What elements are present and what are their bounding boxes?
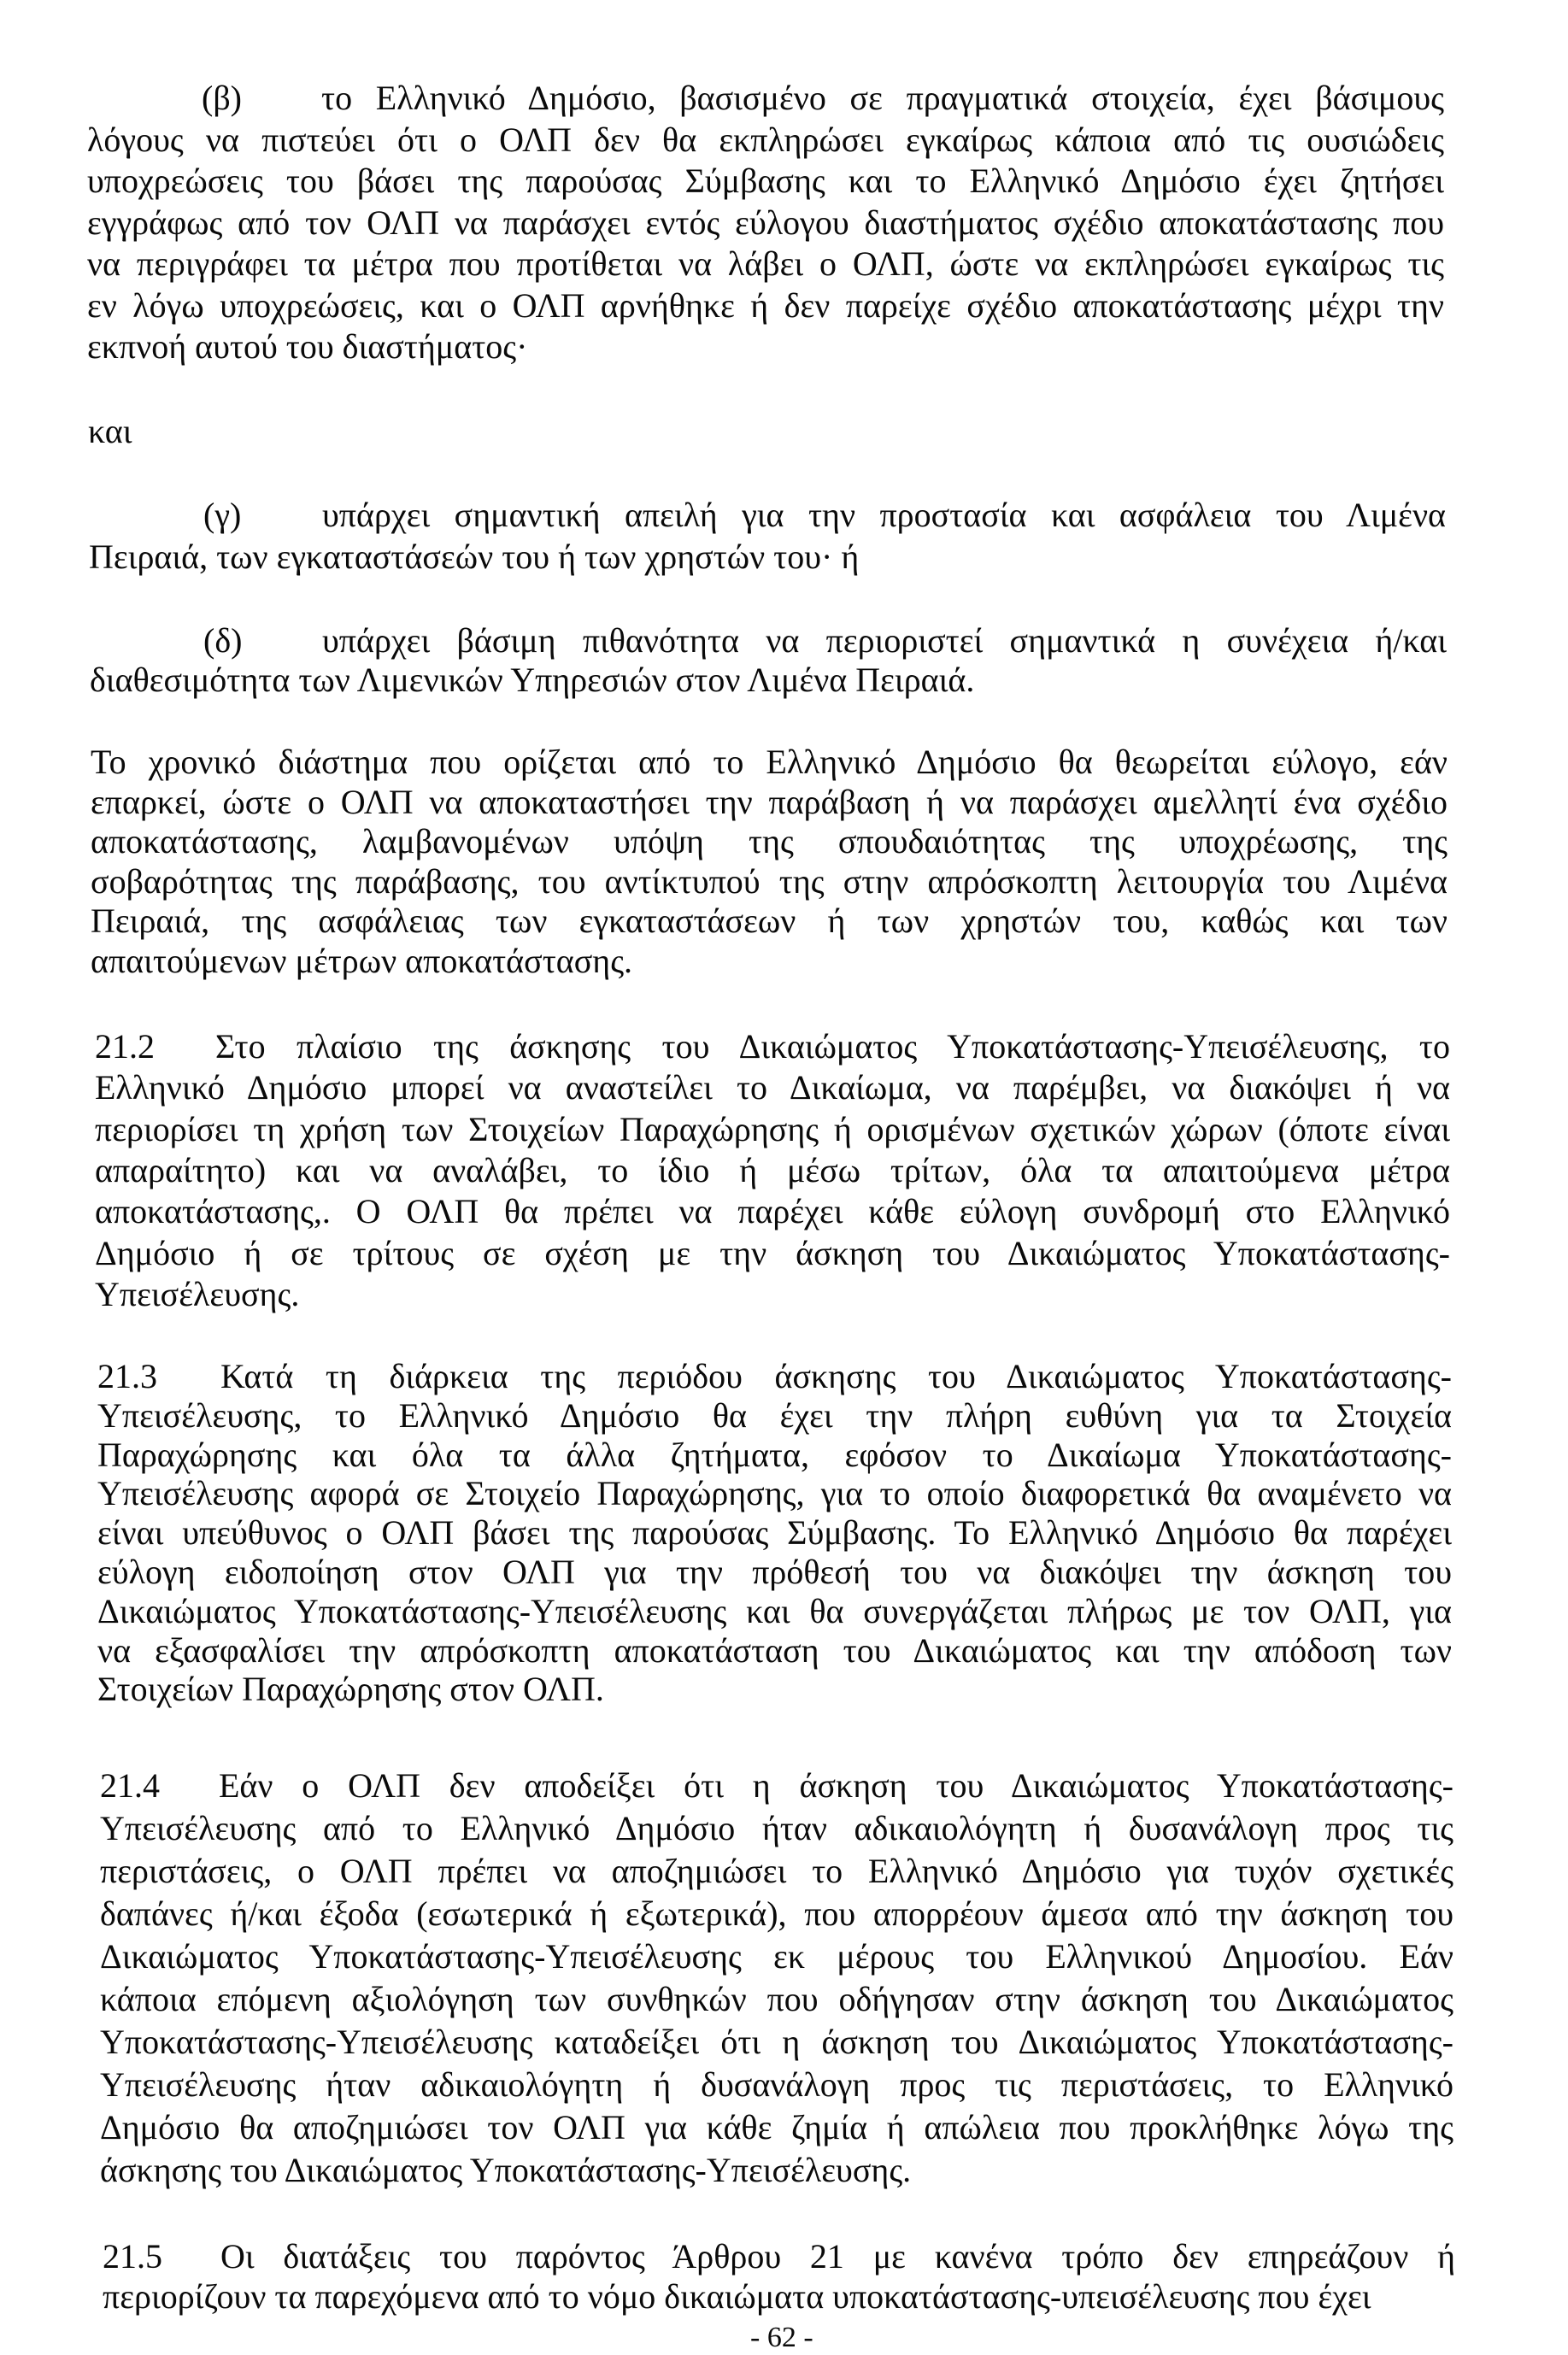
item-beta-line: να περιγράφει τα μέτρα που προτίθεται να λάβει ο ΟΛΠ, ώστε να εκπληρώσει εγκαίρως τις [87,244,1444,283]
clause-21-5-line: Οι διατάξεις του παρόντος Άρθρου 21 με κανένα τρόπο δεν επηρεάζουν ή [220,2237,1455,2276]
clause-21-2-line: Δημόσιο ή σε τρίτους σε σχέση με την άσκηση του Δικαιώματος Υποκατάστασης- [95,1233,1450,1272]
clause-21-4-line: δαπάνες ή/και έξοδα (εσωτερικά ή εξωτερικά), που απορρέουν άμεσα από την άσκηση του [100,1894,1453,1933]
clause-21-5-label: 21.5 [103,2237,162,2276]
clause-21-5-line: περιορίζουν τα παρεχόμενα από το νόμο δικαιώματα υποκατάστασης-υπεισέλευσης που έχει [103,2277,1371,2316]
item-gamma-line: Πειραιά, των εγκαταστάσεών του ή των χρηστών του· ή [89,537,860,576]
clause-21-2-line: απαραίτητο) και να αναλάβει, το ίδιο ή μέσω τρίτων, όλα τα απαιτούμενα μέτρα [95,1150,1450,1189]
clause-21-2-line: Υπεισέλευσης. [95,1274,300,1313]
clause-21-3-line: Υπεισέλευσης, το Ελληνικό Δημόσιο θα έχει την πλήρη ευθύνη για τα Στοιχεία [97,1395,1452,1435]
clause-21-2-line: Ελληνικό Δημόσιο μπορεί να αναστείλει το Δικαίωμα, να παρέμβει, να διακόψει ή να [95,1068,1450,1107]
clause-21-3-label: 21.3 [97,1357,157,1395]
clause-21-2-label: 21.2 [95,1027,155,1066]
clause-21-3-line: Στοιχείων Παραχώρησης στον ΟΛΠ. [97,1670,604,1709]
paragraph-period-line: επαρκεί, ώστε ο ΟΛΠ να αποκαταστήσει την παράβαση ή να παράσχει αμελλητί ένα σχέδιο [91,782,1448,821]
clause-21-4-line: Δικαιώματος Υποκατάστασης-Υπεισέλευσης εκ μέρους του Ελληνικού Δημοσίου. Εάν [100,1937,1453,1976]
item-beta-line: εγγράφως από τον ΟΛΠ να παράσχει εντός εύλογου διαστήματος σχέδιο αποκατάστασης που [87,203,1444,242]
item-gamma-line: υπάρχει σημαντική απειλή για την προστασία και ασφάλεια του Λιμένα [322,496,1446,534]
clause-21-4-line: άσκησης του Δικαιώματος Υποκατάστασης-Υπεισέλευσης. [100,2151,912,2189]
clause-21-4-line: Υπεισέλευσης ήταν αδικαιολόγητη ή δυσανάλογη προς τις περιστάσεις, το Ελληνικό [100,2065,1453,2104]
paragraph-period-line: αποκατάστασης, λαμβανομένων υπόψη της σπουδαιότητας της υποχρέωσης, της [91,822,1448,860]
page-number: - 62 - [750,2322,813,2353]
paragraph-period-line: Πειραιά, της ασφάλειας των εγκαταστάσεων ή των χρηστών του, καθώς και των [91,901,1448,940]
clause-21-4-line: Δημόσιο θα αποζημιώσει τον ΟΛΠ για κάθε ζημία ή απώλεια που προκλήθηκε λόγω της [100,2108,1453,2147]
item-delta-line: διαθεσιμότητα των Λιμενικών Υπηρεσιών στον Λιμένα Πειραιά. [90,661,975,699]
clause-21-4-line: Υποκατάστασης-Υπεισέλευσης καταδείξει ότι η άσκηση του Δικαιώματος Υποκατάστασης- [100,2023,1453,2061]
clause-21-3-line: να εξασφαλίσει την απρόσκοπτη αποκατάσταση του Δικαιώματος και την απόδοση των [97,1630,1452,1670]
clause-21-3-line: είναι υπεύθυνος ο ΟΛΠ βάσει της παρούσας Σύμβασης. Το Ελληνικό Δημόσιο θα παρέχει [97,1513,1452,1553]
paragraph-period-line: απαιτούμενων μέτρων αποκατάστασης. [91,941,633,980]
item-delta-line: υπάρχει βάσιμη πιθανότητα να περιοριστεί σημαντικά η συνέχεια ή/και [322,621,1447,660]
paragraph-period-line: Το χρονικό διάστημα που ορίζεται από το Ελληνικό Δημόσιο θα θεωρείται εύλογο, εάν [91,743,1448,781]
clause-21-2-line: περιορίσει τη χρήση των Στοιχείων Παραχώρησης ή ορισμένων σχετικών χώρων (όποτε είναι [95,1109,1450,1148]
item-beta-label: (β) [202,79,242,117]
clause-21-4-line: περιστάσεις, ο ΟΛΠ πρέπει να αποζημιώσει το Ελληνικό Δημόσιο για τυχόν σχετικές [100,1852,1453,1890]
clause-21-3-line: Υπεισέλευσης αφορά σε Στοιχείο Παραχώρησης, για το οποίο διαφορετικά θα αναμένετο να [97,1474,1452,1513]
paragraph-period-line: σοβαρότητας της παράβασης, του αντίκτυπού της στην απρόσκοπτη λειτουργία του Λιμένα [91,861,1448,901]
item-delta-label: (δ) [203,621,243,660]
item-beta-line: λόγους να πιστεύει ότι ο ΟΛΠ δεν θα εκπληρώσει εγκαίρως κάποια από τις ουσιώδεις [87,120,1444,159]
item-gamma-label: (γ) [203,496,242,534]
clause-21-4-line: Εάν ο ΟΛΠ δεν αποδείξει ότι η άσκηση του Δικαιώματος Υποκατάστασης- [219,1766,1453,1805]
clause-21-4-line: Υπεισέλευσης από το Ελληνικό Δημόσιο ήταν αδικαιολόγητη ή δυσανάλογη προς τις [100,1809,1453,1847]
clause-21-4-label: 21.4 [100,1766,160,1805]
clause-21-3-line: Παραχώρησης και όλα τα άλλα ζητήματα, εφόσον το Δικαίωμα Υποκατάστασης- [97,1435,1452,1474]
clause-21-2-line: αποκατάστασης,. Ο ΟΛΠ θα πρέπει να παρέχει κάθε εύλογη συνδρομή στο Ελληνικό [95,1192,1450,1231]
clause-21-3-line: εύλογη ειδοποίηση στον ΟΛΠ για την πρόθεσή του να διακόψει την άσκηση του [97,1553,1452,1591]
clause-21-3-line: Δικαιώματος Υποκατάστασης-Υπεισέλευσης και θα συνεργάζεται πλήρως με τον ΟΛΠ, για [97,1591,1452,1630]
conjunction-text: και [88,412,132,450]
item-beta-line: υποχρεώσεις του βάσει της παρούσας Σύμβασης και το Ελληνικό Δημόσιο έχει ζητήσει [87,162,1444,200]
item-beta-line: εν λόγω υποχρεώσεις, και ο ΟΛΠ αρνήθηκε ή δεν παρείχε σχέδιο αποκατάστασης μέχρι την [87,285,1444,325]
clause-21-2-line: Στο πλαίσιο της άσκησης του Δικαιώματος Υποκατάστασης-Υπεισέλευσης, το [215,1027,1450,1066]
clause-21-4-line: κάποια επόμενη αξιολόγηση των συνθηκών που οδήγησαν στην άσκηση του Δικαιώματος [100,1980,1453,2018]
clause-21-3-line: Κατά τη διάρκεια της περιόδου άσκησης του Δικαιώματος Υποκατάστασης- [220,1357,1452,1395]
item-beta-line: εκπνοή αυτού του διαστήματος· [87,327,528,366]
item-beta-line: το Ελληνικό Δημόσιο, βασισμένο σε πραγματικά στοιχεία, έχει βάσιμους [321,79,1444,117]
